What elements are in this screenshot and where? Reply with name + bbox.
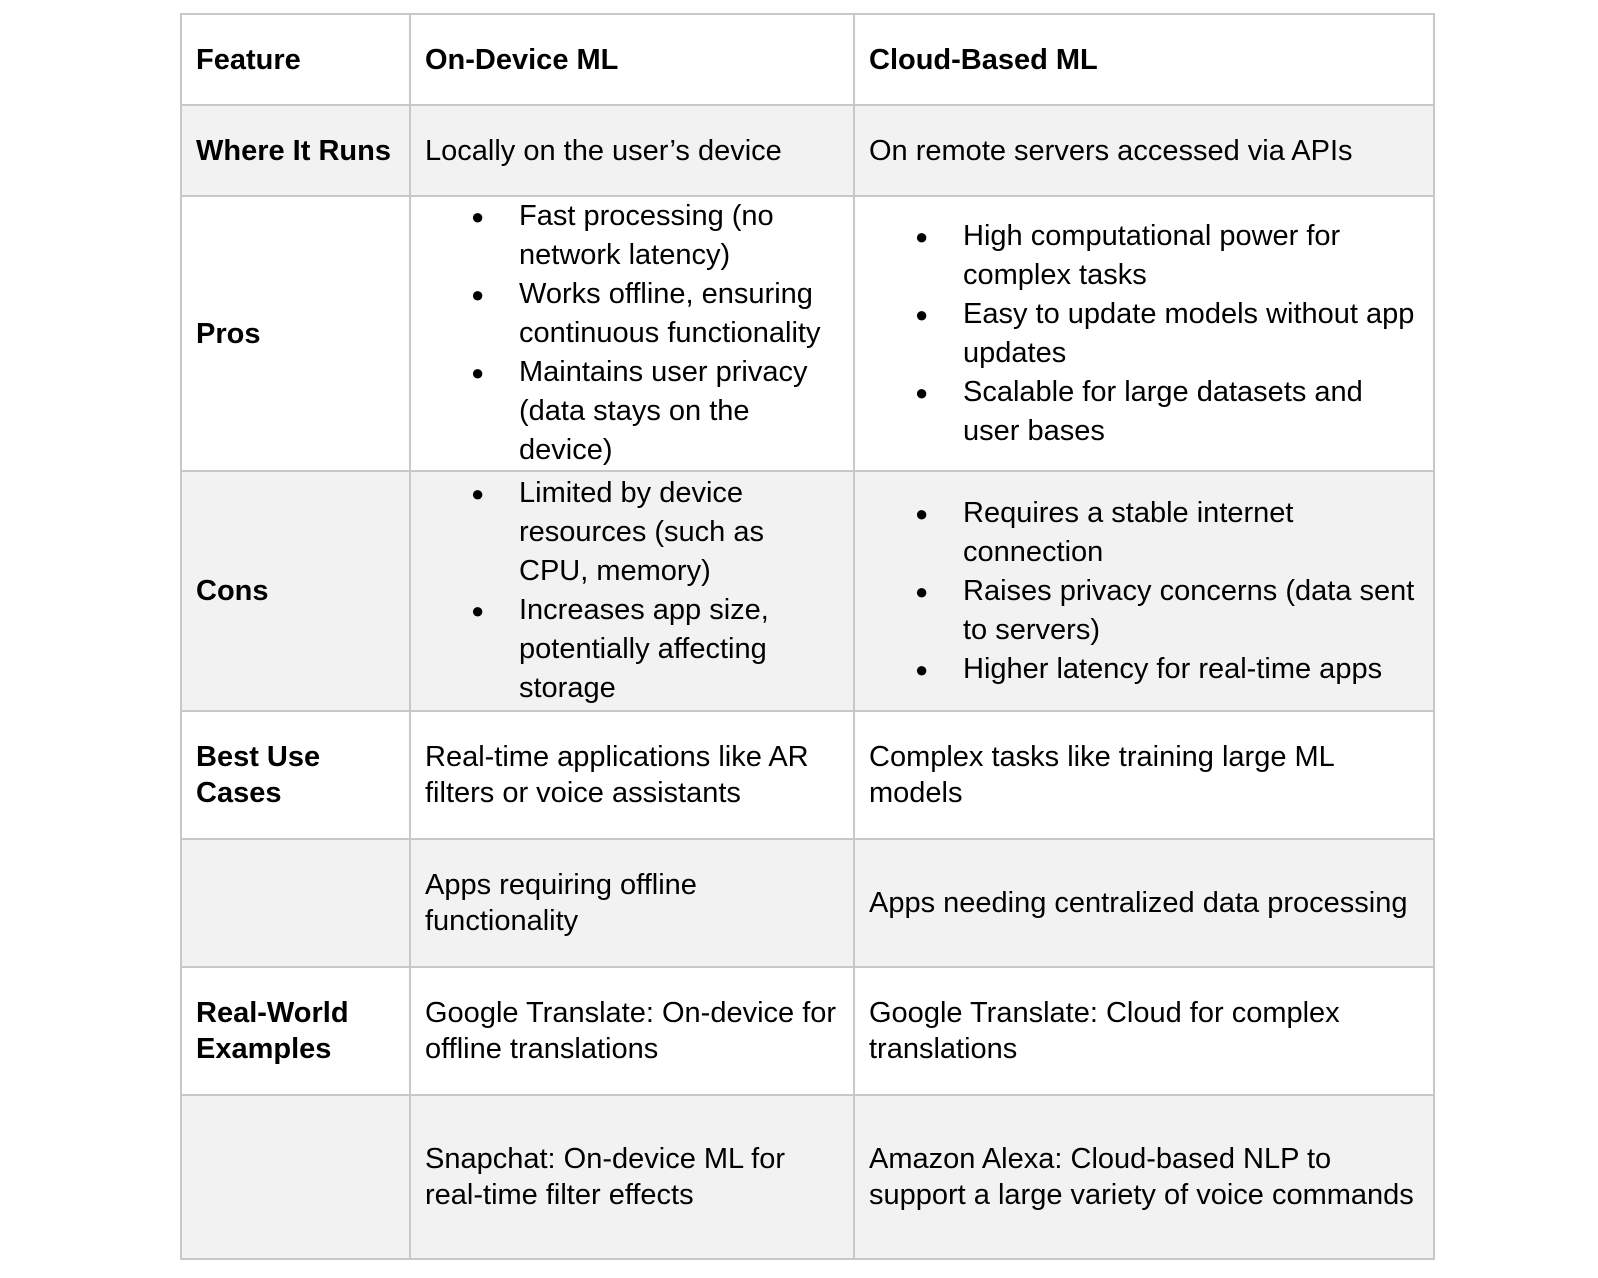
bullet-icon: ● (915, 500, 929, 526)
bullet-icon: ● (915, 379, 929, 405)
table-row-real-world-examples (181, 967, 1434, 1095)
list-item: ● Easy to update models without app updates (963, 295, 1419, 373)
list-item: ● Raises privacy concerns (data sent to servers) (963, 572, 1419, 650)
header-cloud: Cloud-Based ML (854, 14, 1434, 105)
header-row (181, 14, 1434, 105)
list-item: ● Works offline, ensuring continuous functionality (519, 275, 839, 353)
list-item: ● Scalable for large datasets and user bases (963, 373, 1419, 451)
table-row-pros (181, 196, 1434, 471)
cloud-cell: Complex tasks like training large ML models (854, 711, 1434, 839)
feature-label (181, 1095, 410, 1259)
header-feature: Feature (181, 14, 410, 105)
bullet-icon: ● (471, 360, 485, 385)
on-device-cell (410, 471, 854, 711)
list-item: ● Higher latency for real-time apps (963, 650, 1419, 689)
list-item: ● Maintains user privacy (data stays on the device) (519, 353, 839, 470)
header-on-device: On-Device ML (410, 14, 854, 105)
on-device-cell: Google Translate: On-device for offline translations (410, 967, 854, 1095)
cloud-cell (854, 196, 1434, 471)
bullet-list (869, 494, 1419, 689)
bullet-list (425, 474, 839, 708)
list-item: ● Increases app size, potentially affecting storage (519, 591, 839, 708)
list-item: ● Requires a stable internet connection (963, 494, 1419, 572)
table-row-cons (181, 471, 1434, 711)
cloud-cell: Google Translate: Cloud for complex translations (854, 967, 1434, 1095)
bullet-icon: ● (471, 204, 485, 229)
table-row-real-world-examples-2 (181, 1095, 1434, 1259)
bullet-icon: ● (471, 282, 485, 307)
table-row-best-use-cases (181, 711, 1434, 839)
feature-label: Pros (181, 196, 410, 471)
feature-label: Best Use Cases (181, 711, 410, 839)
list-item: ● Limited by device resources (such as CPU, memory) (519, 474, 839, 591)
feature-label: Where It Runs (181, 105, 410, 196)
on-device-cell (410, 196, 854, 471)
bullet-list (869, 217, 1419, 451)
feature-label (181, 839, 410, 967)
on-device-cell: Snapchat: On-device ML for real-time filter effects (410, 1095, 854, 1259)
cloud-cell: Amazon Alexa: Cloud-based NLP to support a large variety of voice commands (854, 1095, 1434, 1259)
cloud-cell: On remote servers accessed via APIs (854, 105, 1434, 196)
table-row-where-it-runs (181, 105, 1434, 196)
bullet-icon: ● (915, 223, 929, 249)
feature-label: Cons (181, 471, 410, 711)
table-row-best-use-cases-2 (181, 839, 1434, 967)
feature-label: Real-World Examples (181, 967, 410, 1095)
on-device-cell: Locally on the user’s device (410, 105, 854, 196)
cloud-cell (854, 471, 1434, 711)
bullet-icon: ● (915, 301, 929, 327)
bullet-icon: ● (471, 481, 485, 506)
list-item: ● High computational power for complex tasks (963, 217, 1419, 295)
bullet-icon: ● (471, 598, 485, 623)
comparison-table (180, 13, 1435, 1260)
list-item: ● Fast processing (no network latency) (519, 197, 839, 275)
bullet-icon: ● (915, 578, 929, 604)
bullet-list (425, 197, 839, 470)
bullet-icon: ● (915, 656, 929, 682)
cloud-cell: Apps needing centralized data processing (854, 839, 1434, 967)
on-device-cell: Apps requiring offline functionality (410, 839, 854, 967)
on-device-cell: Real-time applications like AR filters or voice assistants (410, 711, 854, 839)
